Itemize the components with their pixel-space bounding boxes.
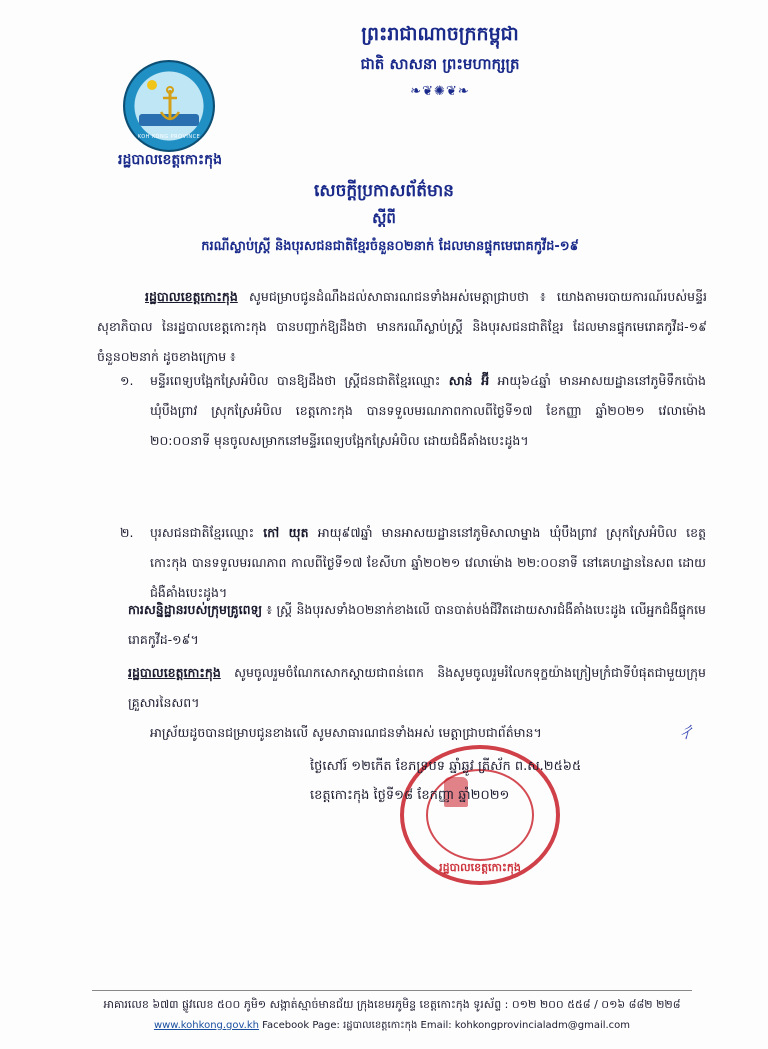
patient-name: សាន់ អ៊ី <box>448 373 490 388</box>
solar-date: ខេត្តកោះកុង ថ្ងៃទី១៨ ខែកញ្ញា ឆ្នាំ២០២១ <box>310 788 510 803</box>
conclusion-paragraph <box>128 595 706 655</box>
kingdom-heading: ព្រះរាជាណាចក្រកម្ពុជា <box>361 23 519 45</box>
footer-contacts <box>92 1018 692 1033</box>
item-text-post: អាយុ៩៧ឆ្នាំ មានអាសយដ្ឋាននៅភូមិសាលាម្នាង ឃុំបឹងព្រាវ ស្រុកស្រែអំបិល ខេត្តកោះកុង បានទទួលមរណភាព កាលពីថ្ងៃទី១៧ ខែសីហា ឆ្នាំ២០២១ វេលាម៉ោង ២២:០០នាទី នៅគេហដ្ឋាននៃសព ដោយជំងឺគាំងបេះដូង។ <box>150 525 706 600</box>
intro-lead: រដ្ឋបាលខេត្តកោះកុង <box>145 289 238 304</box>
signature-initial: ㄔ <box>676 719 696 743</box>
sun-icon <box>147 80 157 90</box>
closing-paragraph: អាស្រ័យដូចបានជម្រាបជូនខាងលើ សូមសាធារណជនទាំងអស់ មេត្តាជ្រាបជាព័ត៌មាន។ <box>150 725 542 740</box>
item-number: ១. <box>120 373 134 388</box>
seal-text: រដ្ឋបាលខេត្តកោះកុង <box>439 861 521 874</box>
case-item-1 <box>120 366 706 456</box>
condolence-paragraph <box>128 658 706 718</box>
administration-name: រដ្ឋបាលខេត្តកោះកុង <box>118 152 222 168</box>
anchor-icon <box>159 86 181 126</box>
national-motto: ជាតិ សាសនា ព្រះមហាក្សត្រ <box>360 55 520 73</box>
intro-text: សូមជម្រាបជូនដំណឹងដល់សាធារណជនទាំងអស់មេត្តាជ្រាបថា ៖ យោងតាមរបាយការណ៍របស់មន្ទីរសុខាភិបាល នៃរដ្ឋបាលខេត្តកោះកុង បានបញ្ជាក់ឱ្យដឹងថា មានករណីស្លាប់ស្ត្រី និងបុរសជនជាតិខ្មែរ ដែលមានផ្ទុកមេរោគកូវីដ-១៩ ចំនួន០២នាក់ ដូចខាងក្រោម ៖ <box>97 289 707 364</box>
patient-name: កៅ យុត <box>263 525 309 540</box>
condolence-text: សូមចូលរួមចំណែកសោកស្តាយជាពន់ពេក និងសូមចូលរួមរំលែកទុក្ខយ៉ាងក្រៀមក្រំជាទីបំផុតជាមួយក្រុមគ្រួសារនៃសព។ <box>128 665 706 710</box>
item-text-pre: មន្ទីរពេទ្យបង្អែកស្រែអំបិល បានឱ្យដឹងថា ស្ត្រីជនជាតិខ្មែរឈ្មោះ <box>150 373 449 388</box>
conclusion-lead: ការសន្និដ្ឋានរបស់ក្រុមគ្រូពេទ្យ <box>128 602 263 617</box>
condolence-lead: រដ្ឋបាលខេត្តកោះកុង <box>128 665 221 680</box>
document-title: សេចក្តីប្រកាសព័ត៌មាន <box>314 181 454 201</box>
lunar-date: ថ្ងៃសៅរ៍ ១២កើត ខែភទ្របទ ឆ្នាំឆ្លូវ ត្រីស័ក ព.ស.២៥៦៥ <box>310 759 582 774</box>
logo-text: KOH KONG PROVINCE <box>137 134 201 140</box>
conclusion-text: ៖ ស្ត្រី និងបុរសទាំង០២នាក់ខាងលើ បានបាត់បង់ជីវិតដោយសារជំងឺគាំងបេះដូង លើអ្នកជំងឺផ្ទុកមេរោគកូវីដ-១៩។ <box>128 602 706 647</box>
email-label: Email: kohkongprovincialadm@gmail.com <box>420 1020 631 1031</box>
facebook-label: Facebook Page: រដ្ឋបាលខេត្តកោះកុង <box>262 1020 418 1031</box>
footer-address: អាគារលេខ ៦៧៣ ផ្លូវលេខ ៥០០ ភូមិ១ សង្កាត់ស្មាច់មានជ័យ ក្រុងខេមរភូមិន្ទ ខេត្តកោះកុង ទូរស័ព្ទ : ០១២ ២០០ ៥៥៨ / ០១៦ ៨៨២ ២២៨ <box>103 998 681 1011</box>
website-link[interactable]: www.kohkong.gov.kh <box>153 1020 259 1031</box>
footer-divider <box>92 990 692 991</box>
ornament-divider: ❧❦✺❦❧ <box>410 84 470 99</box>
document-subject: ករណីស្លាប់ស្ត្រី និងបុរសជនជាតិខ្មែរចំនួន០២នាក់ ដែលមានផ្ទុកមេរោគកូវីដ-១៩ <box>201 239 579 254</box>
item-text-post: អាយុ៦៤ឆ្នាំ មានអាសយដ្ឋាននៅភូមិទឹកប៉ោង ឃុំបឹងព្រាវ ស្រុកស្រែអំបិល ខេត្តកោះកុង បានទទួលមរណភាពកាលពីថ្ងៃទី១៧ ខែកញ្ញា ឆ្នាំ២០២១ វេលាម៉ោង ២០:០០នាទី មុនចូលសម្រាកនៅមន្ទីរពេទ្យបង្អែកស្រែអំបិល ដោយជំងឺគាំងបេះដូង។ <box>150 373 706 448</box>
seal-inner-ring <box>426 769 534 861</box>
intro-paragraph <box>97 282 707 372</box>
document-about: ស្តីពី <box>372 209 396 227</box>
item-number: ២. <box>120 525 134 540</box>
province-logo <box>123 60 215 152</box>
item-text-pre: បុរសជនជាតិខ្មែរឈ្មោះ <box>150 525 264 540</box>
